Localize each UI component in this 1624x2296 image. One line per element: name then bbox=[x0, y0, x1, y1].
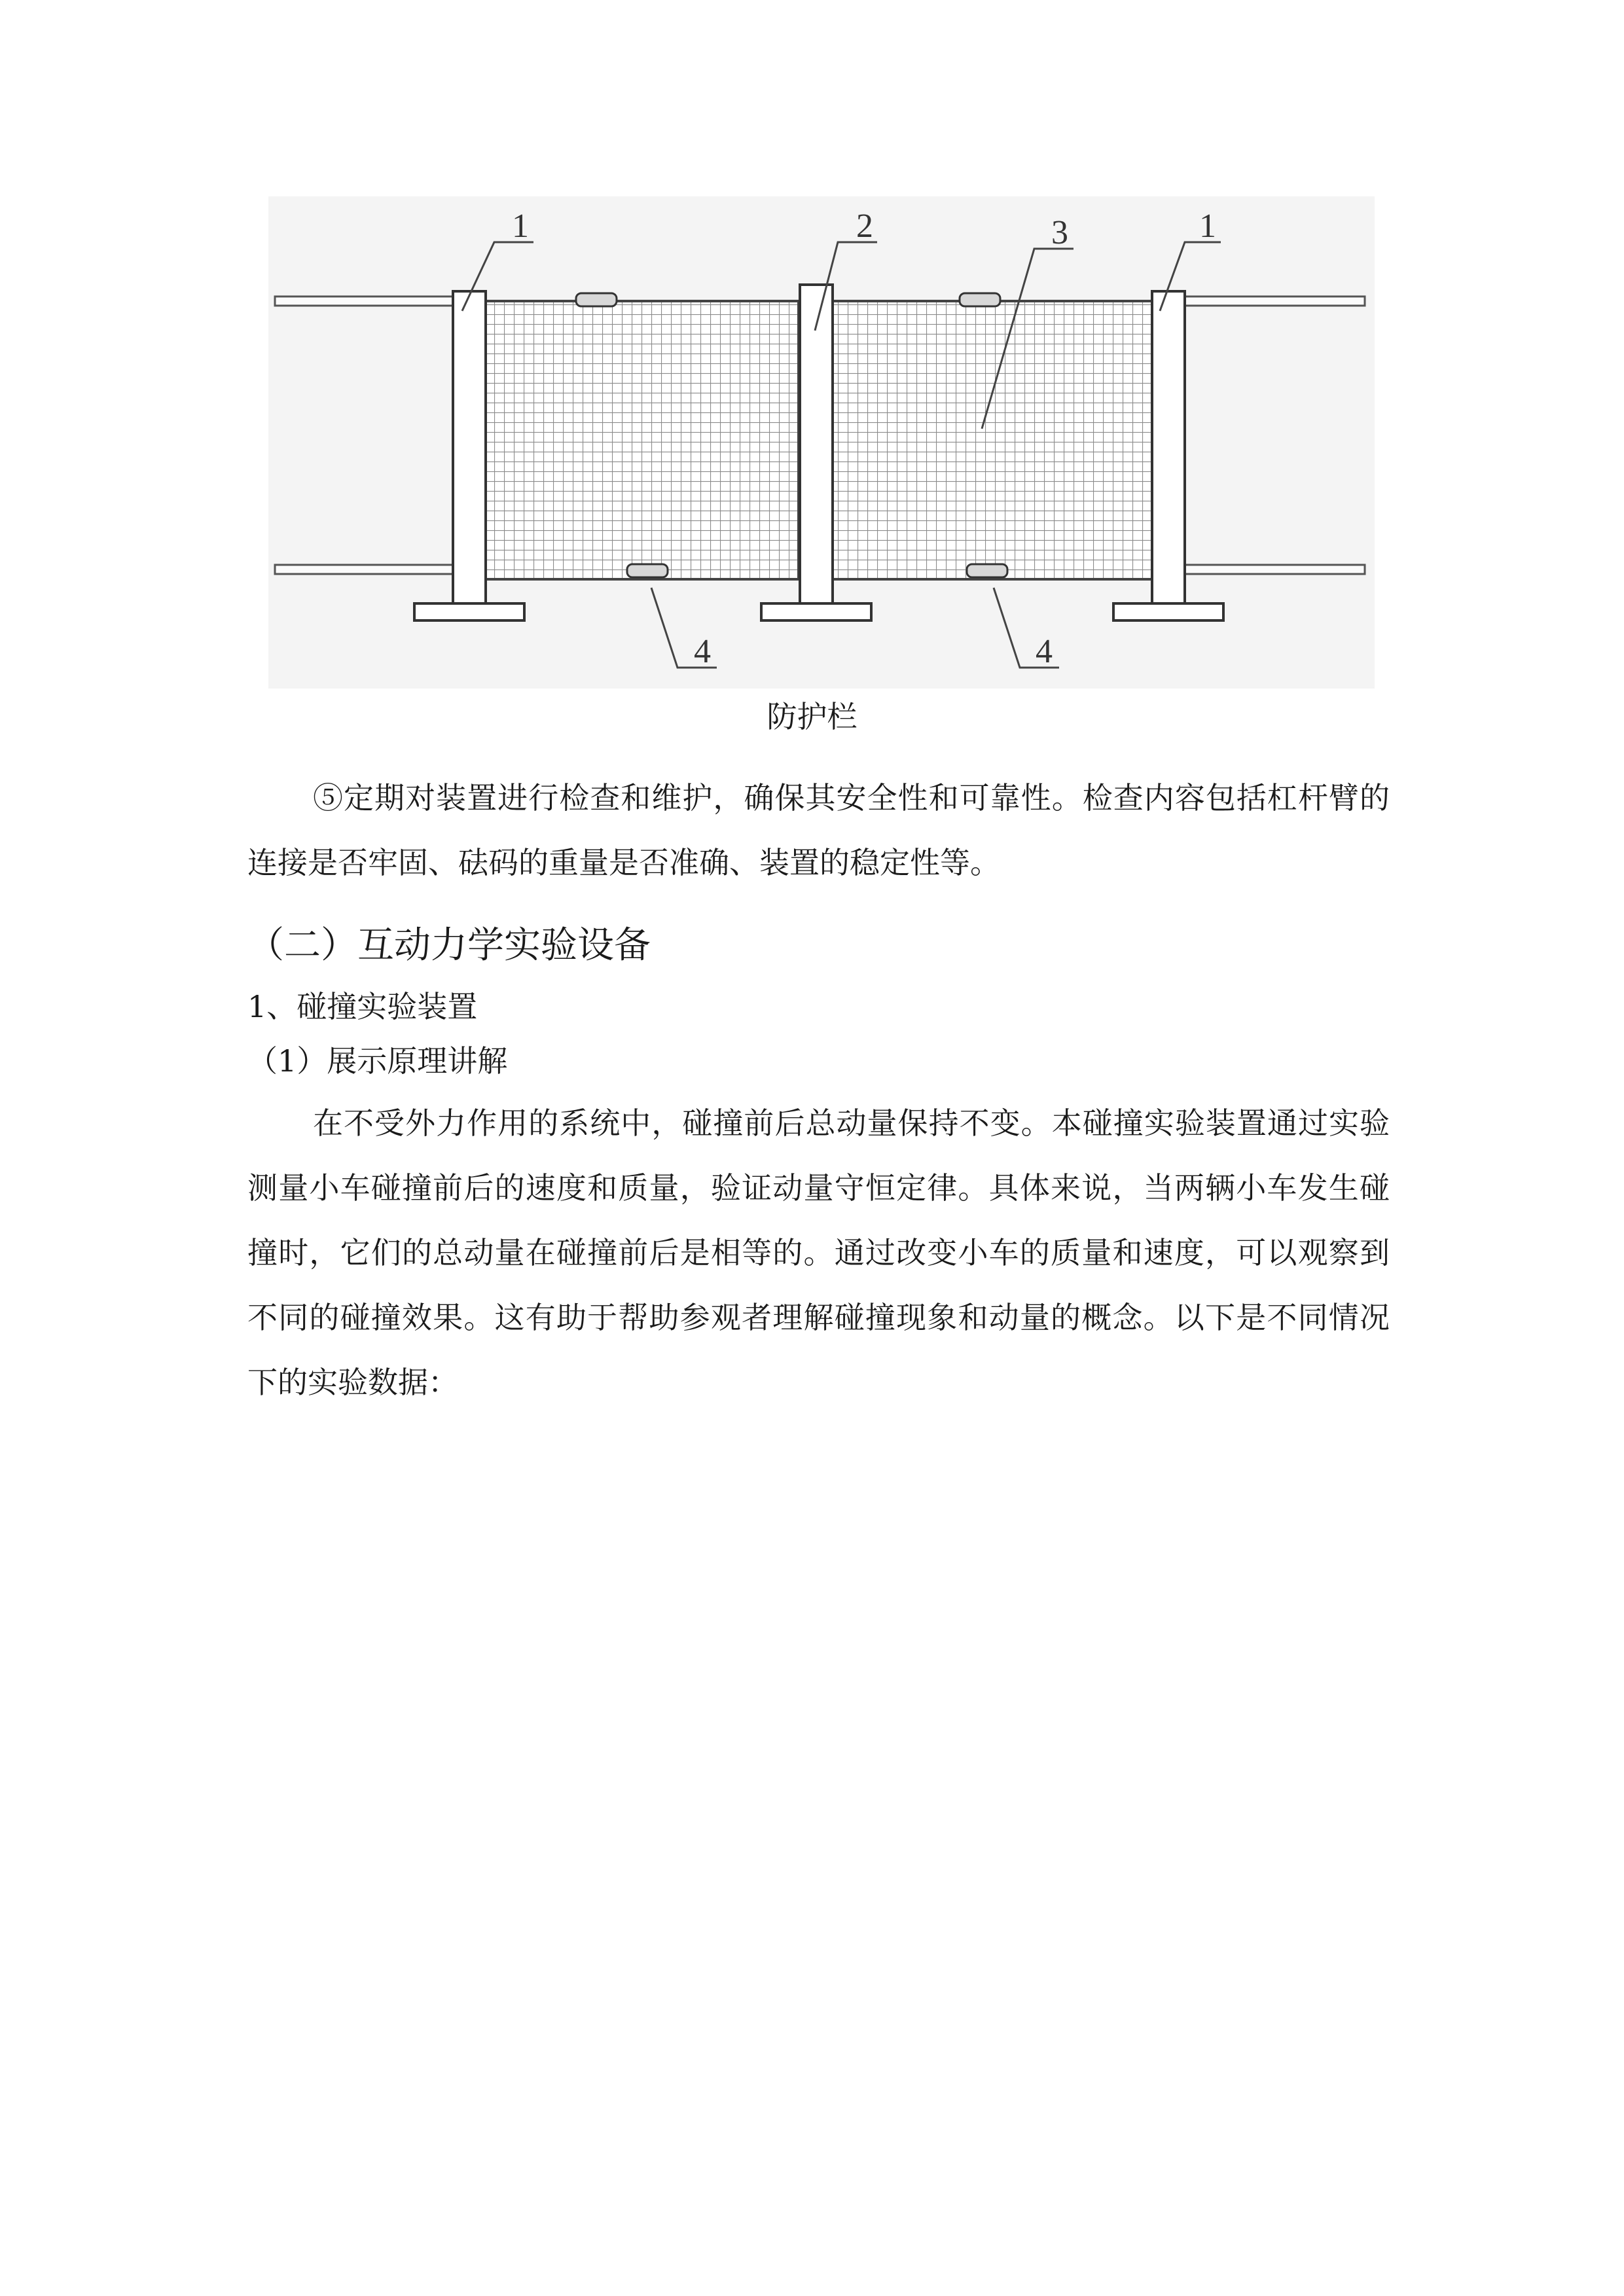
guardrail-drawing bbox=[268, 196, 1375, 689]
label-4-right: 4 bbox=[1036, 633, 1053, 670]
label-3: 3 bbox=[1051, 214, 1068, 251]
label-1-right: 1 bbox=[1199, 207, 1216, 245]
paragraph-principle: 在不受外力作用的系统中，碰撞前后总动量保持不变。本碰撞实验装置通过实验测量小车碰撞前后的速度和质量，验证动量守恒定律。具体来说，当两辆小车发生碰撞时，它们的总动量在碰撞前后是相等的。通过改变小车的质量和速度，可以观察到不同的碰撞效果。这有助于帮助参观者理解碰撞现象和动量的概念。以下是不同情况下的实验数据： bbox=[247, 1105, 1390, 1400]
label-1-left: 1 bbox=[512, 207, 529, 245]
figure-caption: 防护栏 bbox=[767, 699, 857, 734]
section-heading: （二）互动力学实验设备 bbox=[247, 924, 651, 967]
mesh-panel-left bbox=[484, 301, 799, 579]
paragraph-maintenance: ⑤定期对装置进行检查和维护，确保其安全性和可靠性。检查内容包括杠杆臂的连接是否牢固、砝码的重量是否准确、装置的稳定性等。 bbox=[247, 780, 1390, 880]
label-2: 2 bbox=[856, 207, 873, 245]
guardrail-figure bbox=[268, 196, 1375, 689]
label-4-left: 4 bbox=[694, 633, 711, 670]
mesh-panel-right bbox=[833, 301, 1152, 579]
sub-subsection-heading: （1）展示原理讲解 bbox=[247, 1043, 508, 1079]
subsection-heading: 1、碰撞实验装置 bbox=[247, 989, 478, 1024]
